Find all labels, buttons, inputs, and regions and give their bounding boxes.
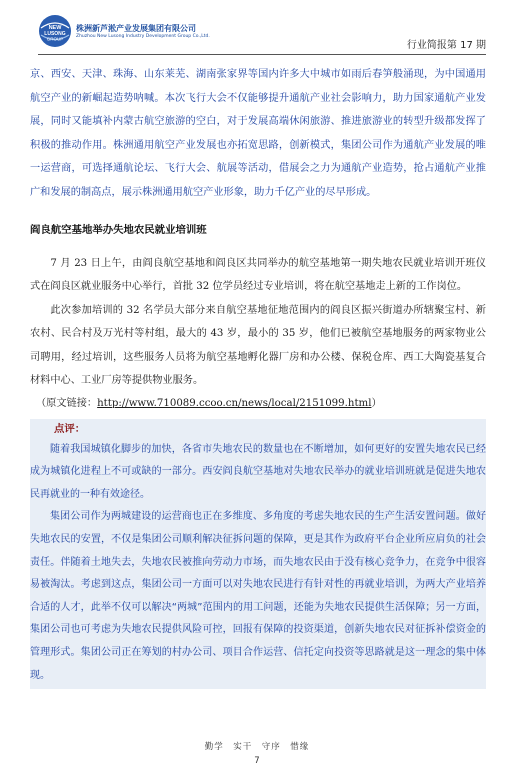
company-logo-icon (38, 14, 72, 48)
company-name-en: Zhuzhou New Lusong Industry Development Group Co.,Ltd. (76, 34, 210, 39)
source-line (30, 393, 486, 415)
comment-title: 点评： (54, 422, 86, 435)
header-divider (38, 54, 486, 55)
company-name-cn: 株洲新芦淞产业发展集团有限公司 (76, 24, 196, 33)
page-number: 7 (254, 756, 260, 766)
source-prefix: （原文链接： (36, 397, 98, 409)
comment-paragraph-2: 集团公司作为两城建设的运营商也正在多维度、多角度的考虑失地农民的生产生活安置问题。做好失地农民的安置，不仅是集团公司顺利解决征拆问题的保障，更是其作为政府平台企业所应肩负的社会责任。伴随着土地失去，失地农民被推向劳动力市场，而失地农民由于没有核心竞争力，在竞争中很容易被淘汰。考虑到这点，集团公司一方面可以对失地农民进行有针对性的再就业培训，为两大产业培养合适的人才，此举不仅可以解决“两城”范围内的用工问题，还能为失地农民提供生活保障；另一方面，集团公司也可考虑为失地农民提供风险可控，回报有保障的投资渠道，创新失地农民对征拆补偿资金的管理形式。集团公司正在筹划的村办公司、项目合作运营、信托定向投资等思路就是这一理念的集中体现。 (30, 511, 486, 681)
news-paragraph-2: 此次参加培训的 32 名学员大部分来自航空基地征地范围内的阎良区振兴街道办所辖聚宝村、新农村、民合村及万光村等村组，最大的 43 岁，最小的 35 岁，他们已被航空基地服务的两家物业公司聘用，经过培训，这些服务人员将为航空基地孵化器厂房和办公楼、保税仓库、西工大陶瓷基复合材料中心、工业厂房等提供物业服务。 (30, 304, 486, 387)
svg-text:GROUP: GROUP (46, 36, 64, 42)
svg-text:NEW: NEW (48, 25, 62, 31)
news-paragraph-1: 7 月 23 日上午，由阎良航空基地和阎良区共同举办的航空基地第一期失地农民就业培训开班仪式在阎良区就业服务中心举行，首批 32 位学员经过专业培训，将在航空基地走上新的工作岗位。 (30, 257, 486, 293)
issue-label: 行业简报第 17 期 (406, 40, 486, 51)
svg-text:LUSONG: LUSONG (44, 31, 66, 37)
document-body (30, 63, 486, 689)
comment-block (30, 419, 486, 690)
section-title: 阎良航空基地举办失地农民就业培训班 (30, 223, 207, 236)
source-suffix: ） (371, 397, 382, 409)
source-link[interactable]: http://www.710089.ccoo.cn/news/local/2151099.html (97, 397, 372, 409)
comment-paragraph-1: 随着我国城镇化脚步的加快，各省市失地农民的数量也在不断增加，如何更好的安置失地农民已经成为城镇化进程上不可或缺的一部分。西安阎良航空基地对失地农民举办的就业培训班就是促进失地农民再就业的一种有效途径。 (30, 443, 486, 500)
page-header (38, 14, 486, 54)
footer-motto: 勤学 实干 守序 惜缘 (204, 742, 310, 752)
intro-paragraph: 京、西安、天津、珠海、山东莱芜、湖南张家界等国内许多大中城市如雨后春笋般涌现，为中国通用航空产业的新崛起造势呐喊。本次飞行大会不仅能够提升通航产业社会影响力，助力国家通航产业发展，同时又能填补内蒙古航空旅游的空白，对于发展高端休闲旅游、推进旅游业的转型升级都发挥了积极的推动作用。株洲通用航空产业发展也亦拓宽思路，创新模式，集团公司作为通航产业发展的唯一运营商，可选择通航论坛、飞行大会、航展等活动，借展会之力为通航产业造势，抢占通航产业推广和发展的制高点，展示株洲通用航空产业形象，助力千亿产业的尽早形成。 (30, 69, 486, 198)
